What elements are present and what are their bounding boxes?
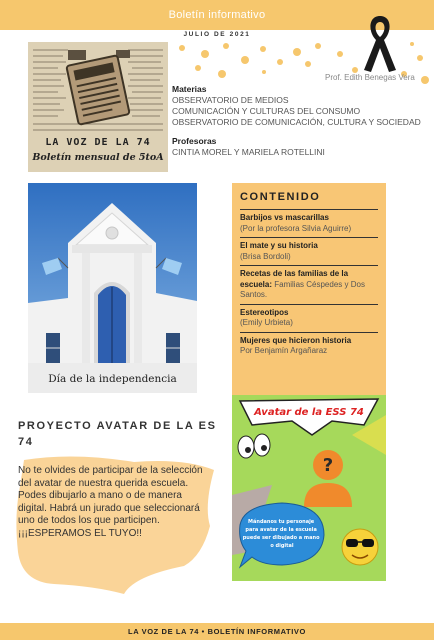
photo-caption: Día de la independencia <box>48 373 177 385</box>
contents-item-title: Mujeres que hicieron historia <box>240 335 352 345</box>
contents-item-detail: Familias Céspedes y Dos Santos. <box>240 279 365 299</box>
contents-item <box>240 237 378 265</box>
contents-item-detail: (Por la profesora Silvia Aguirre) <box>240 223 352 233</box>
course-info <box>172 84 421 158</box>
bubble-line: o digital <box>270 543 294 549</box>
footer-text: LA VOZ DE LA 74 • BOLETÍN INFORMATIVO <box>128 627 306 636</box>
contents-item-detail: Por Benjamín Argañaraz <box>240 346 328 355</box>
issue-date: JULIO DE 2021 <box>183 31 251 38</box>
subjects-label: Materias <box>172 84 207 94</box>
contents-item <box>240 304 378 332</box>
contents-item-title: Recetas de las familias de la escuela: <box>240 269 349 289</box>
subject-item: OBSERVATORIO DE MEDIOS <box>172 95 289 105</box>
project-paragraph: No te olvides de participar de la selección del avatar de nuestra querida escuela. <box>18 465 203 489</box>
author-name: Prof. Edith Benegas Vera <box>325 73 415 82</box>
contents-item <box>240 265 378 304</box>
bubble-line: puede ser dibujado a mano <box>242 535 320 541</box>
bubble-line: para avatar de la escuela <box>245 527 317 533</box>
contents-item <box>240 209 378 237</box>
project-body <box>18 465 213 540</box>
project-paragraph: ¡¡¡ESPERAMOS EL TUYO!! <box>18 527 142 539</box>
newsletter-logo <box>28 42 168 172</box>
project-heading: PROYECTO AVATAR DE LA ES 74 <box>18 420 217 448</box>
avatar-question-mark: ? <box>322 455 334 476</box>
bubble-line: Mándanos tu personaje <box>248 519 315 525</box>
logo-title: LA VOZ DE LA 74 <box>45 137 151 148</box>
contents-item-title: Barbijos vs mascarillas <box>240 213 329 222</box>
contents-heading: CONTENIDO <box>240 191 321 203</box>
newsletter-title: Boletín informativo <box>168 9 266 21</box>
logo-subtitle: Boletín mensual de 5toA <box>32 152 164 163</box>
contents-item-title: El mate y su historia <box>240 241 318 250</box>
subject-item: COMUNICACIÓN Y CULTURAS DEL CONSUMO <box>172 106 361 116</box>
teachers-label: Profesoras <box>172 136 217 146</box>
contents-box <box>232 183 386 395</box>
sunglasses-emoji-icon <box>342 529 378 565</box>
contents-item-detail: (Brisa Bordoli) <box>240 251 291 261</box>
avatar-poster <box>232 395 386 581</box>
project-paragraph: Podes dibujarlo a mano o de manera digital. Habrá un jurado que seleccionará uno de todos los que participen. <box>18 490 200 526</box>
avatar-banner-text: Avatar de la ESS 74 <box>254 407 364 418</box>
teachers-names: CINTIA MOREL Y MARIELA ROTELLINI <box>172 147 325 157</box>
contents-item-title: Estereotipos <box>240 307 289 317</box>
mourning-ribbon-icon <box>362 12 398 74</box>
colonial-house-illustration <box>28 183 197 393</box>
footer-bar <box>0 623 434 640</box>
avatar-illustration <box>232 395 386 581</box>
contents-item <box>240 332 378 360</box>
subject-item: OBSERVATORIO DE COMUNICACIÓN, CULTURA Y SOCIEDAD <box>172 117 421 127</box>
contents-item-detail: (Emily Urbieta) <box>240 318 293 327</box>
independence-house-photo <box>28 183 197 393</box>
